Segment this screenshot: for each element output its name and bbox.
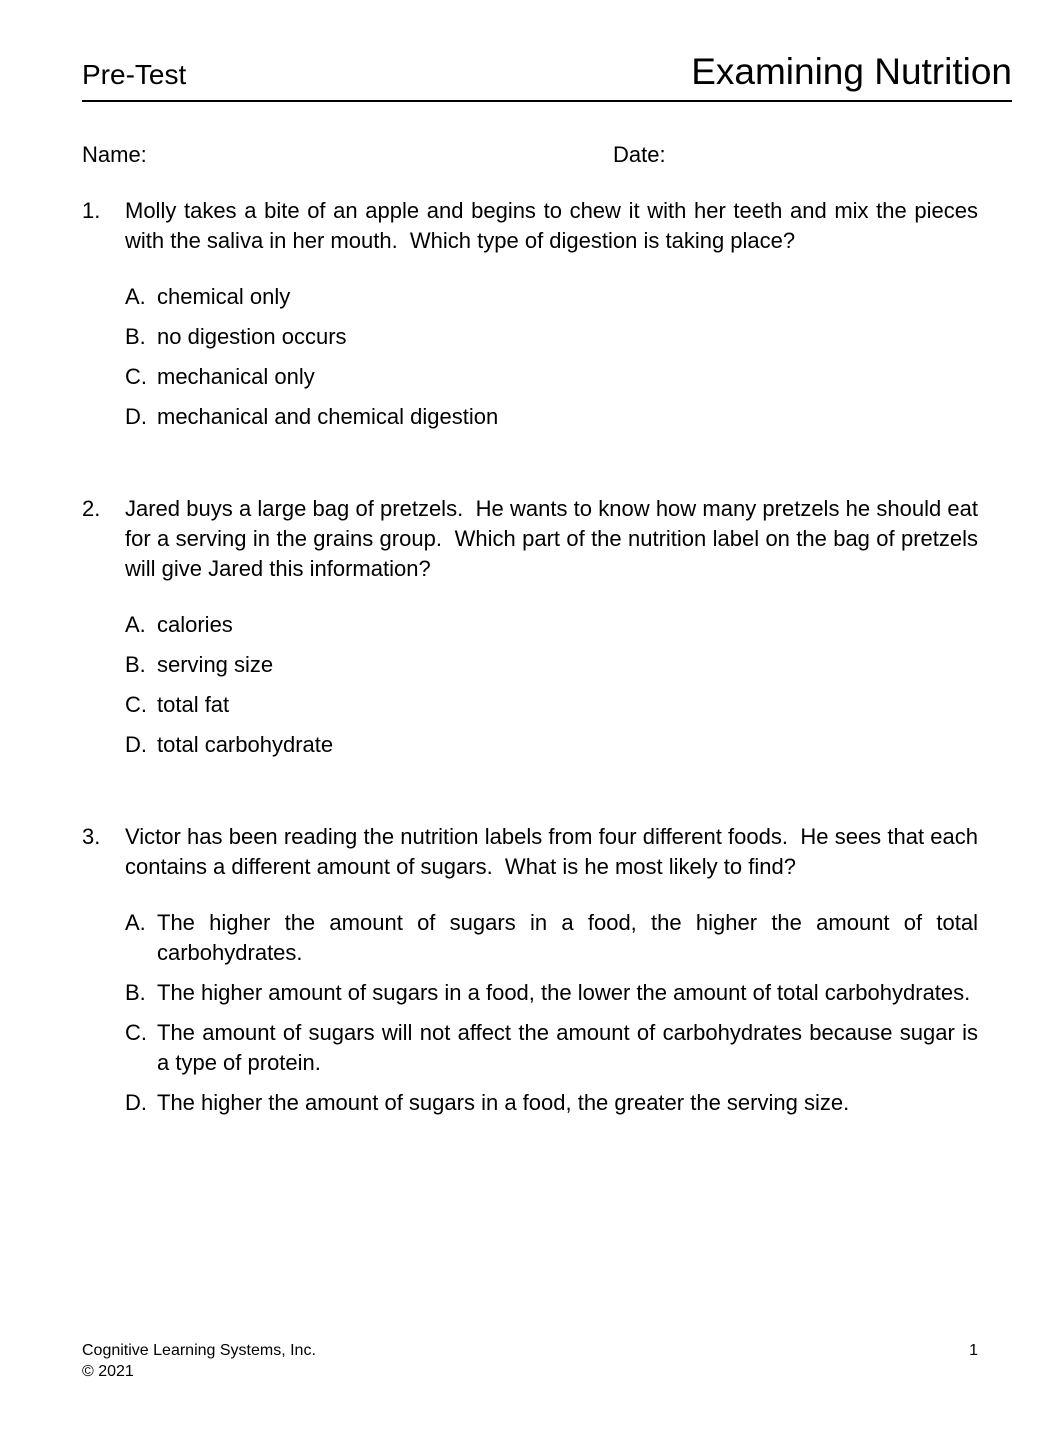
question-number: 2. <box>82 496 101 521</box>
option-text: serving size <box>157 652 274 677</box>
answer-option-b <box>125 322 978 352</box>
option-text: The higher the amount of sugars in a food, the higher the amount of total carbohydrates. <box>157 910 985 965</box>
option-letter: D. <box>125 1090 147 1115</box>
option-letter: A. <box>125 284 146 309</box>
option-text: The amount of sugars will not affect the amount of carbohydrates because sugar is a type of protein. <box>157 1020 985 1075</box>
option-text: mechanical and chemical digestion <box>157 404 499 429</box>
question-text: Molly takes a bite of an apple and begins to chew it with her teeth and mix the pieces with the saliva in her mouth. Which type of digestion is taking place? <box>125 198 985 253</box>
name-label: Name: <box>82 142 147 167</box>
answer-option-c <box>125 362 978 392</box>
option-letter: C. <box>125 364 147 389</box>
answer-option-a <box>125 610 978 640</box>
question-body <box>125 196 985 432</box>
answer-option-d <box>125 1088 978 1118</box>
option-text: no digestion occurs <box>157 324 347 349</box>
answer-option-d <box>125 730 978 760</box>
option-letter: A. <box>125 612 146 637</box>
answer-option-d <box>125 402 978 432</box>
answer-option-a <box>125 908 985 968</box>
option-letter: B. <box>125 324 146 349</box>
page-footer <box>82 1340 978 1382</box>
answer-option-b <box>125 978 978 1008</box>
date-label: Date: <box>613 142 666 167</box>
option-letter: A. <box>125 910 146 935</box>
option-text: mechanical only <box>157 364 315 389</box>
copyright-notice: © 2021 <box>82 1363 134 1380</box>
question-text: Jared buys a large bag of pretzels. He wants to know how many pretzels he should eat for a serving in the grains group. Which part of the nutrition label on the bag of pretzels will give Jared this information? <box>125 496 985 581</box>
question-body <box>125 822 985 1118</box>
option-text: The higher amount of sugars in a food, the lower the amount of total carbohydrates. <box>157 980 971 1005</box>
option-text: total fat <box>157 692 230 717</box>
question-1 <box>82 196 985 432</box>
option-letter: D. <box>125 732 147 757</box>
publisher-name: Cognitive Learning Systems, Inc. <box>82 1342 316 1359</box>
option-text: calories <box>157 612 233 637</box>
question-number: 1. <box>82 198 101 223</box>
answer-option-a <box>125 282 978 312</box>
answer-option-b <box>125 650 978 680</box>
question-list <box>82 196 985 1118</box>
question-2 <box>82 494 985 760</box>
option-text: The higher the amount of sugars in a food, the greater the serving size. <box>157 1090 850 1115</box>
option-letter: B. <box>125 652 146 677</box>
option-letter: C. <box>125 1020 147 1045</box>
question-3 <box>82 822 985 1118</box>
option-letter: C. <box>125 692 147 717</box>
option-letter: B. <box>125 980 146 1005</box>
page-header <box>82 52 1012 102</box>
question-text: Victor has been reading the nutrition labels from four different foods. He sees that each contains a different amount of sugars. What is he most likely to find? <box>125 824 985 879</box>
question-number: 3. <box>82 824 101 849</box>
option-text: total carbohydrate <box>157 732 334 757</box>
doc-type-label: Pre-Test <box>82 59 187 90</box>
answer-option-c <box>125 1018 985 1078</box>
footer-publisher-block <box>82 1340 316 1382</box>
option-letter: D. <box>125 404 147 429</box>
answer-option-c <box>125 690 978 720</box>
option-text: chemical only <box>157 284 291 309</box>
page-title: Examining Nutrition <box>691 51 1012 92</box>
page-number: 1 <box>969 1342 978 1359</box>
question-body <box>125 494 985 760</box>
name-date-row <box>82 140 978 170</box>
